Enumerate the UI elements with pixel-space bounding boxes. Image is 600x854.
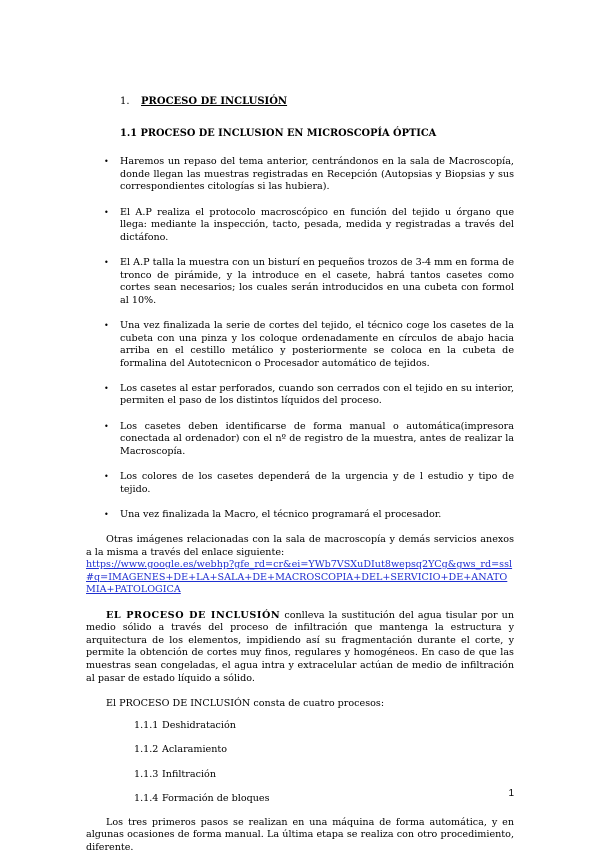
steps-list [134, 720, 514, 805]
step-label: Formación de bloques [162, 792, 270, 804]
bullet-item: • Los casetes al estar perforados, cuando son cerrados con el tejido en su interior, permiten el paso de los distintos líquidos del proceso. [86, 383, 514, 408]
step-number: 1.1.1 [134, 720, 159, 732]
step-item [134, 744, 514, 757]
related-images-link[interactable]: https://www.google.es/webhp?gfe_rd=cr&ei=YWb7VSXuDIut8wepsq2YCg&gws_rd=ssl#q=IMAGENES+DE+LA+SALA+DE+MACROSCOPIA+DEL+SERVICIO+DE+ANATOMIA+PATOLOGICA [86, 559, 513, 596]
bullet-item: • Una vez finalizada la Macro, el técnico programará el procesador. [86, 509, 514, 522]
bullet-item: • Haremos un repaso del tema anterior, centrándonos en la sala de Macroscopía, donde llegan las muestras registradas en Recepción (Autopsias y Biopsias y sus correspondientes citologías si las hubiera). [86, 156, 514, 194]
section-number: 1. [120, 96, 130, 107]
related-images-text: Otras imágenes relacionadas con la sala de macroscopía y demás servicios anexos a la misma a través del enlace siguiente: [86, 534, 514, 558]
definition-text: conlleva la sustitución del agua tisular por un medio sólido a través del proceso de infiltración que mantenga la estructura y arquitectura de los elementos, impidiendo así su fragmentación durante el corte, y permite la obtención de cortes muy finos, regulares y homogéneos. En caso de que las muestras sean congeladas, el agua intra y extracelular actúan de medio de infiltración al pasar de estado líquido a sólido. [86, 609, 514, 684]
bullet-item: • Una vez finalizada la serie de cortes del tejido, el técnico coge los casetes de la cubeta con una pinza y los coloque ordenadamente en círculos de abajo hacia arriba en el cestillo metálico y posteriormente se coloca en la cubeta de formalina del Autotecnicon o Procesador automático de tejidos. [86, 320, 514, 370]
bullet-item: • Los casetes deben identificarse de forma manual o automática(impresora conectada al ordenador) con el nº de registro de la muestra, antes de realizar la Macroscopía. [86, 421, 514, 459]
section-title: PROCESO DE INCLUSIÓN [141, 96, 288, 107]
page-number: 1 [508, 788, 514, 799]
step-number: 1.1.3 [134, 768, 159, 780]
step-number: 1.1.2 [134, 744, 159, 756]
step-number: 1.1.4 [134, 792, 159, 804]
step-item [134, 769, 514, 782]
closing-paragraph: Los tres primeros pasos se realizan en una máquina de forma automática, y en algunas ocasiones de forma manual. La última etapa se realiza con otro procedimiento, diferente. [86, 816, 514, 853]
bullet-item: • El A.P talla la muestra con un bisturí en pequeños trozos de 3-4 mm en forma de tronco de pirámide, y la introduce en el casete, habrá tantos casetes como cortes sean necesarios; los cuales serán introducidos en una cubeta con formol al 10%. [86, 257, 514, 307]
step-item [134, 793, 514, 806]
step-item [134, 720, 514, 733]
step-label: Aclaramiento [162, 744, 228, 756]
step-label: Deshidratación [162, 720, 236, 732]
consists-paragraph: El PROCESO DE INCLUSIÓN consta de cuatro procesos: [106, 697, 385, 709]
definition-lead: EL PROCESO DE INCLUSIÓN [106, 609, 281, 621]
step-label: Infiltración [162, 768, 216, 780]
section-heading [120, 96, 514, 109]
bullet-item: • El A.P realiza el protocolo macroscópico en función del tejido u órgano que llega: mediante la inspección, tacto, pesada, medida y registradas a través del dictáfono. [86, 207, 514, 245]
bullet-list [86, 156, 514, 521]
subsection-heading: 1.1 PROCESO DE INCLUSION EN MICROSCOPÍA ÓPTICA [120, 127, 437, 139]
definition-paragraph [86, 610, 514, 686]
bullet-item: • Los colores de los casetes dependerá de la urgencia y de l estudio y tipo de tejido. [86, 471, 514, 496]
